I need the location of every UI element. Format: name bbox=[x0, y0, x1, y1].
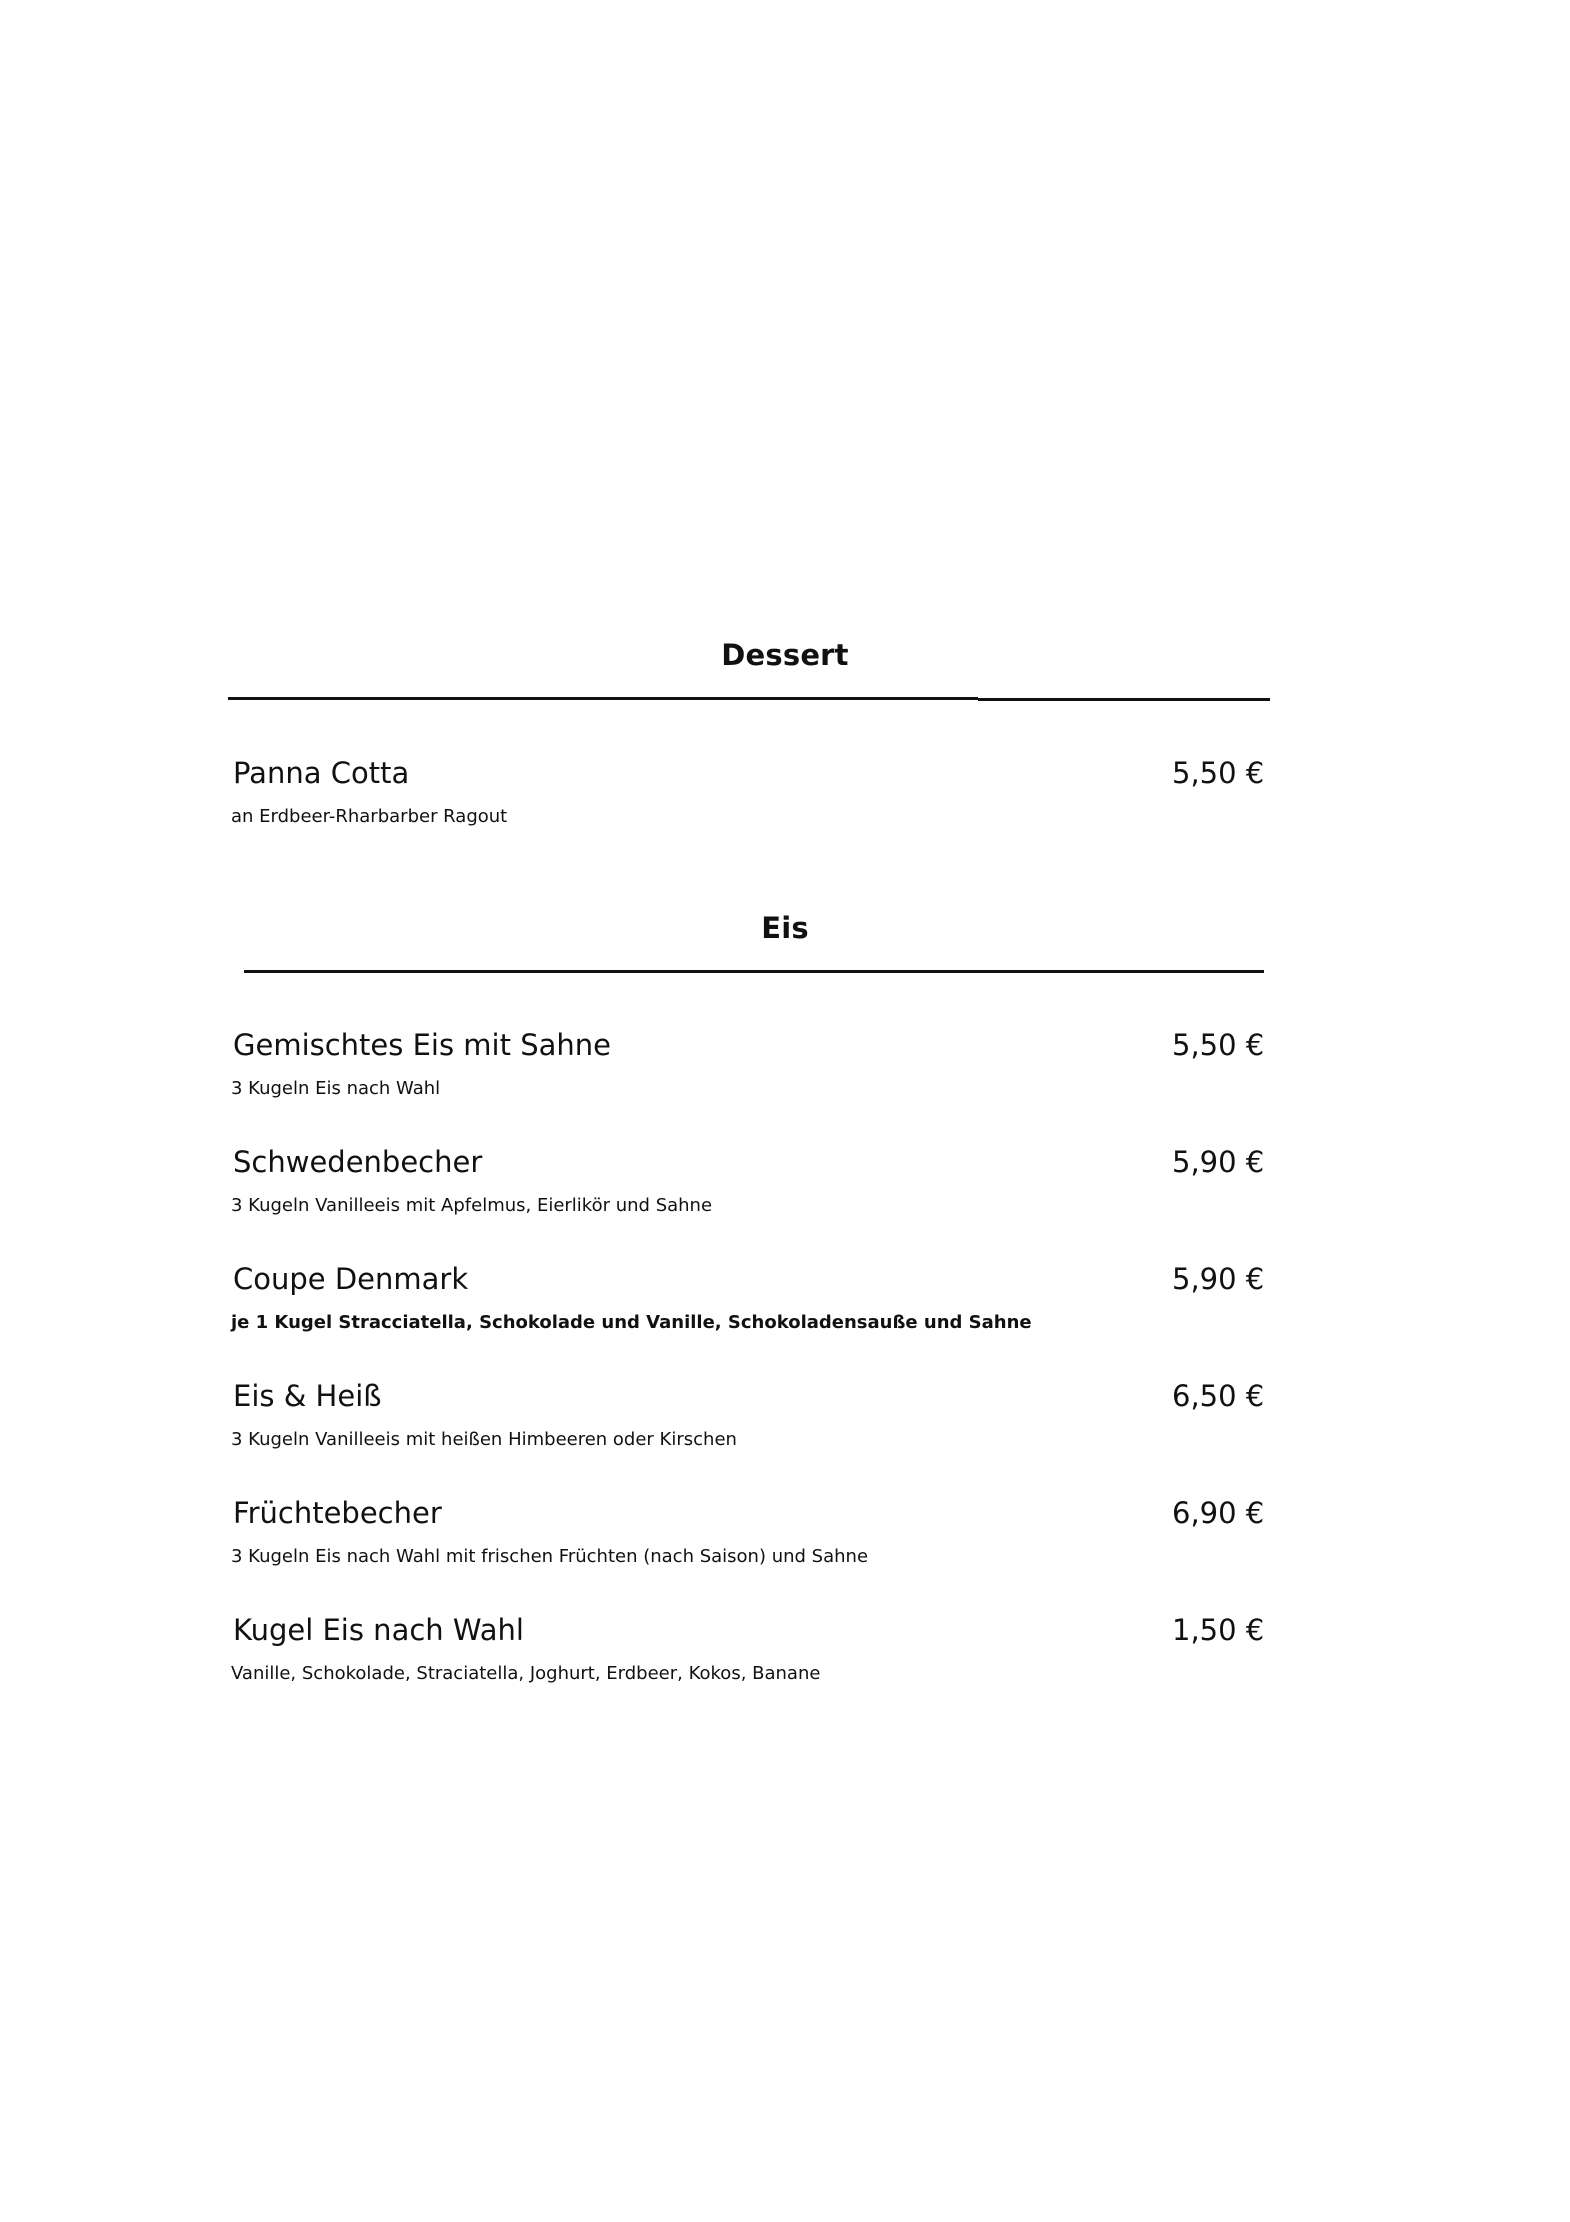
item-description: 3 Kugeln Eis nach Wahl mit frischen Früchten (nach Saison) und Sahne bbox=[231, 1546, 869, 1567]
item-price: 5,90 € bbox=[1172, 1145, 1265, 1179]
item-description: 3 Kugeln Eis nach Wahl bbox=[231, 1078, 441, 1099]
item-description: Vanille, Schokolade, Straciatella, Joghurt, Erdbeer, Kokos, Banane bbox=[231, 1663, 821, 1684]
item-name: Eis & Heiß bbox=[233, 1379, 382, 1413]
item-name: Schwedenbecher bbox=[233, 1145, 483, 1179]
item-name: Coupe Denmark bbox=[233, 1262, 469, 1296]
item-name: Panna Cotta bbox=[233, 756, 410, 790]
item-description: 3 Kugeln Vanilleeis mit heißen Himbeeren oder Kirschen bbox=[231, 1429, 737, 1450]
dessert-divider-extension bbox=[978, 698, 1270, 701]
eis-heading: Eis bbox=[761, 911, 809, 945]
dessert-divider bbox=[228, 697, 978, 700]
item-price: 5,50 € bbox=[1172, 756, 1265, 790]
item-name: Früchtebecher bbox=[233, 1496, 442, 1530]
item-description: je 1 Kugel Stracciatella, Schokolade und Vanille, Schokoladensauße und Sahne bbox=[231, 1312, 1032, 1333]
dessert-heading: Dessert bbox=[721, 638, 849, 672]
item-price: 5,90 € bbox=[1172, 1262, 1265, 1296]
item-price: 6,90 € bbox=[1172, 1496, 1265, 1530]
item-name: Kugel Eis nach Wahl bbox=[233, 1613, 524, 1647]
item-name: Gemischtes Eis mit Sahne bbox=[233, 1028, 611, 1062]
item-description: an Erdbeer-Rharbarber Ragout bbox=[231, 806, 508, 827]
item-description: 3 Kugeln Vanilleeis mit Apfelmus, Eierlikör und Sahne bbox=[231, 1195, 713, 1216]
eis-divider bbox=[244, 970, 1264, 973]
item-price: 5,50 € bbox=[1172, 1028, 1265, 1062]
item-price: 1,50 € bbox=[1172, 1613, 1265, 1647]
item-price: 6,50 € bbox=[1172, 1379, 1265, 1413]
